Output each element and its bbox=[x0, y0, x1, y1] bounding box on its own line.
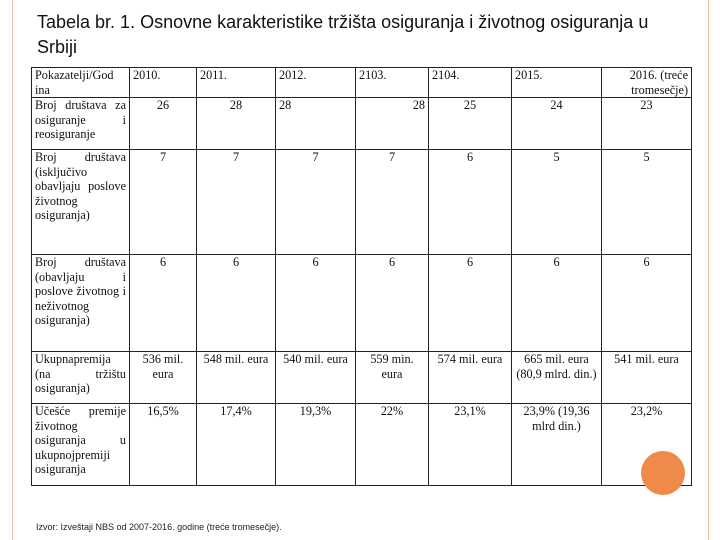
table-cell: 25 bbox=[429, 98, 512, 150]
table-cell: 23 bbox=[602, 98, 692, 150]
table-cell: 6 bbox=[429, 150, 512, 255]
table-cell: 6 bbox=[429, 255, 512, 352]
table-cell: 6 bbox=[197, 255, 276, 352]
table-cell: 541 mil. eura bbox=[602, 352, 692, 404]
table-cell: 22% bbox=[356, 404, 429, 486]
table-cell: 16,5% bbox=[130, 404, 197, 486]
data-table bbox=[31, 67, 692, 486]
table-cell: 17,4% bbox=[197, 404, 276, 486]
table-cell: 6 bbox=[602, 255, 692, 352]
row-label: Broj društava (obavljaju i poslove životnog i neživotnog osiguranja) bbox=[32, 255, 130, 352]
header-indicator: Pokazatelji/God ina bbox=[32, 68, 130, 98]
table-cell: 23,1% bbox=[429, 404, 512, 486]
table-cell: 19,3% bbox=[276, 404, 356, 486]
table-cell: 574 mil. eura bbox=[429, 352, 512, 404]
source-note: Izvor: Izveštaji NBS od 2007-2016. godine (treće tromesečje). bbox=[36, 522, 282, 532]
table-row bbox=[32, 150, 692, 255]
row-label: Ukupnapremija (na tržištu osiguranja) bbox=[32, 352, 130, 404]
table-row bbox=[32, 255, 692, 352]
table-cell: 26 bbox=[130, 98, 197, 150]
table-cell: 23,9% (19,36 mlrd din.) bbox=[512, 404, 602, 486]
table-cell: 7 bbox=[197, 150, 276, 255]
header-year-2010: 2010. bbox=[130, 68, 197, 98]
table-cell: 536 mil. eura bbox=[130, 352, 197, 404]
row-label: Broj društava za osiguranje i reosiguranje bbox=[32, 98, 130, 150]
header-year-2012: 2012. bbox=[276, 68, 356, 98]
header-year-2011: 2011. bbox=[197, 68, 276, 98]
table-cell: 6 bbox=[512, 255, 602, 352]
table-cell: 7 bbox=[276, 150, 356, 255]
table-cell: 559 min. eura bbox=[356, 352, 429, 404]
header-year-2014: 2104. bbox=[429, 68, 512, 98]
table-cell: 548 mil. eura bbox=[197, 352, 276, 404]
header-year-2016: 2016. (treće tromesečje) bbox=[602, 68, 692, 98]
table-cell: 665 mil. eura (80,9 mlrd. din.) bbox=[512, 352, 602, 404]
decorative-circle bbox=[641, 451, 685, 495]
table-cell: 540 mil. eura bbox=[276, 352, 356, 404]
table-cell: 7 bbox=[130, 150, 197, 255]
table-cell: 5 bbox=[602, 150, 692, 255]
header-year-2013: 2103. bbox=[356, 68, 429, 98]
table-cell: 28 bbox=[197, 98, 276, 150]
header-year-2015: 2015. bbox=[512, 68, 602, 98]
table-cell: 6 bbox=[130, 255, 197, 352]
row-label: Učešće premije životnog osiguranja u ukupnojpremiji osiguranja bbox=[32, 404, 130, 486]
row-label: Broj društava (isključivo obavljaju poslove životnog osiguranja) bbox=[32, 150, 130, 255]
table-row bbox=[32, 352, 692, 404]
table-row bbox=[32, 404, 692, 486]
table-cell: 6 bbox=[276, 255, 356, 352]
slide-title: Tabela br. 1. Osnovne karakteristike tržišta osiguranja i životnog osiguranja u Srbiji bbox=[37, 12, 649, 57]
table-cell: 28 bbox=[276, 98, 356, 150]
table-cell: 28 bbox=[356, 98, 429, 150]
table-cell: 24 bbox=[512, 98, 602, 150]
table-row bbox=[32, 98, 692, 150]
table-cell: 7 bbox=[356, 150, 429, 255]
table-cell: 23,2% bbox=[602, 404, 692, 486]
table-cell: 5 bbox=[512, 150, 602, 255]
table-header-row bbox=[32, 68, 692, 98]
table-cell: 6 bbox=[356, 255, 429, 352]
